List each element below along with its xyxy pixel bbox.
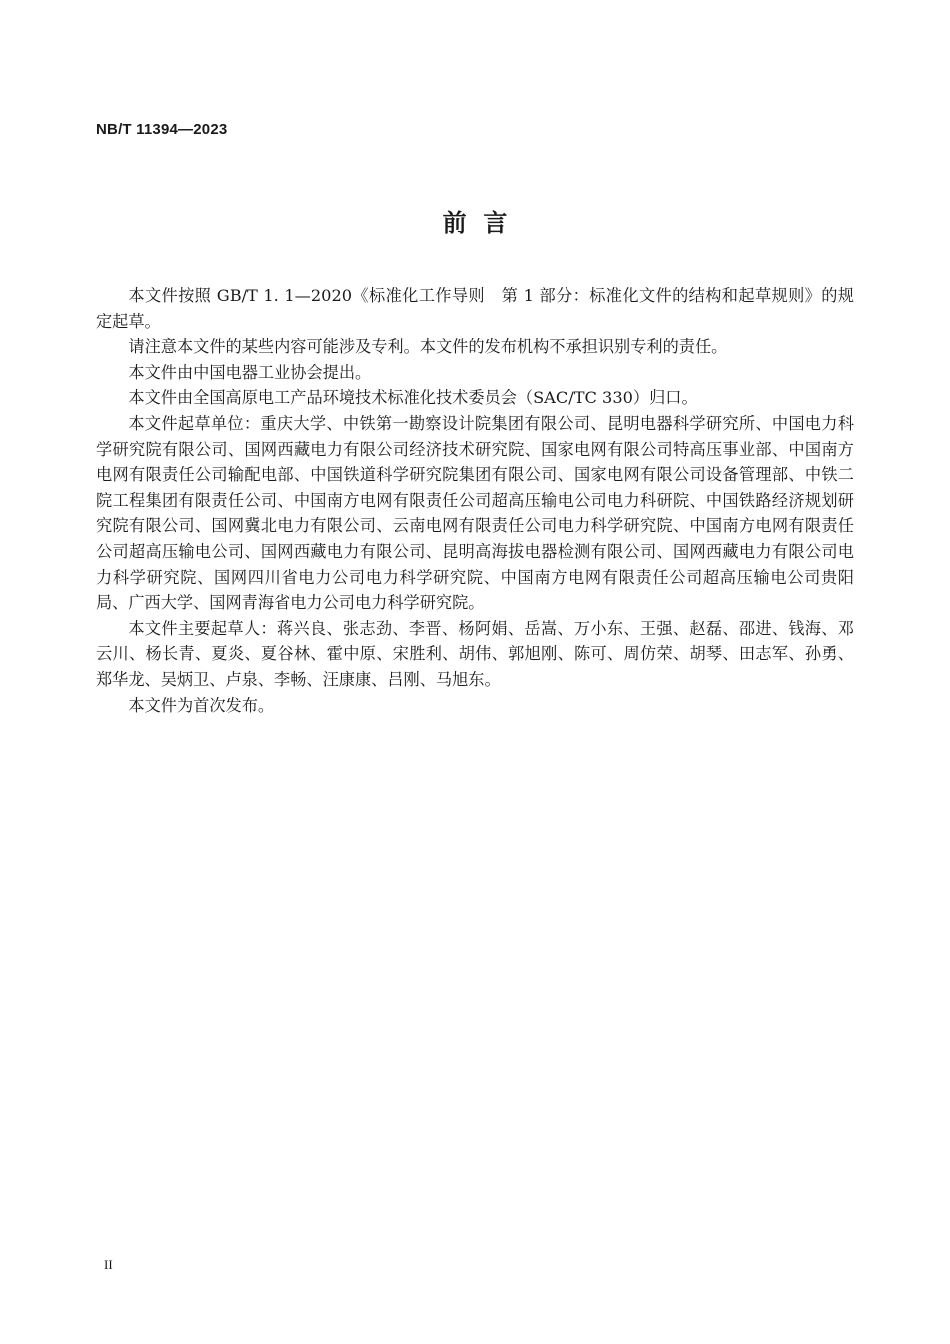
foreword-body — [96, 283, 854, 718]
paragraph-drafting-rules: 本文件按照 GB/T 1. 1—2020《标准化工作导则 第 1 部分：标准化文件的结构和起草规则》的规定起草。 — [96, 286, 854, 331]
paragraph-patent-notice: 请注意本文件的某些内容可能涉及专利。本文件的发布机构不承担识别专利的责任。 — [128, 337, 728, 357]
paragraph-technical-committee: 本文件由全国高原电工产品环境技术标准化技术委员会（SAC/TC 330）归口。 — [128, 388, 698, 408]
paragraph-main-drafters: 本文件主要起草人：蒋兴良、张志劲、李晋、杨阿娟、岳嵩、万小东、王强、赵磊、邵进、钱海、邓云川、杨长青、夏炎、夏谷林、霍中原、宋胜利、胡伟、郭旭刚、陈可、周仿荣、胡琴、田志军、孙勇、郑华龙、吴炳卫、卢泉、李畅、汪康康、吕刚、马旭东。 — [96, 618, 854, 689]
paragraph-proposed-by: 本文件由中国电器工业协会提出。 — [128, 362, 372, 382]
standard-code: NB/T 11394—2023 — [96, 121, 228, 138]
paragraph-first-release: 本文件为首次发布。 — [128, 695, 275, 715]
page-number: II — [104, 1257, 113, 1272]
paragraph-drafting-organizations: 本文件起草单位：重庆大学、中铁第一勘察设计院集团有限公司、昆明电器科学研究所、中国电力科学研究院有限公司、国网西藏电力有限公司经济技术研究院、国家电网有限公司特高压事业部、中国南方电网有限责任公司输配电部、中国铁道科学研究院集团有限公司、国家电网有限公司设备管理部、中铁二院工程集团有限责任公司、中国南方电网有限责任公司超高压输电公司电力科研院、中国铁路经济规划研究院有限公司、国网冀北电力有限公司、云南电网有限责任公司电力科学研究院、中国南方电网有限责任公司超高压输电公司、国网西藏电力有限公司、昆明高海拔电器检测有限公司、国网西藏电力有限公司电力科学研究院、国网四川省电力公司电力科学研究院、中国南方电网有限责任公司超高压输电公司贵阳局、广西大学、国网青海省电力公司电力科学研究院。 — [96, 413, 854, 613]
page-title: 前 言 — [442, 209, 508, 237]
